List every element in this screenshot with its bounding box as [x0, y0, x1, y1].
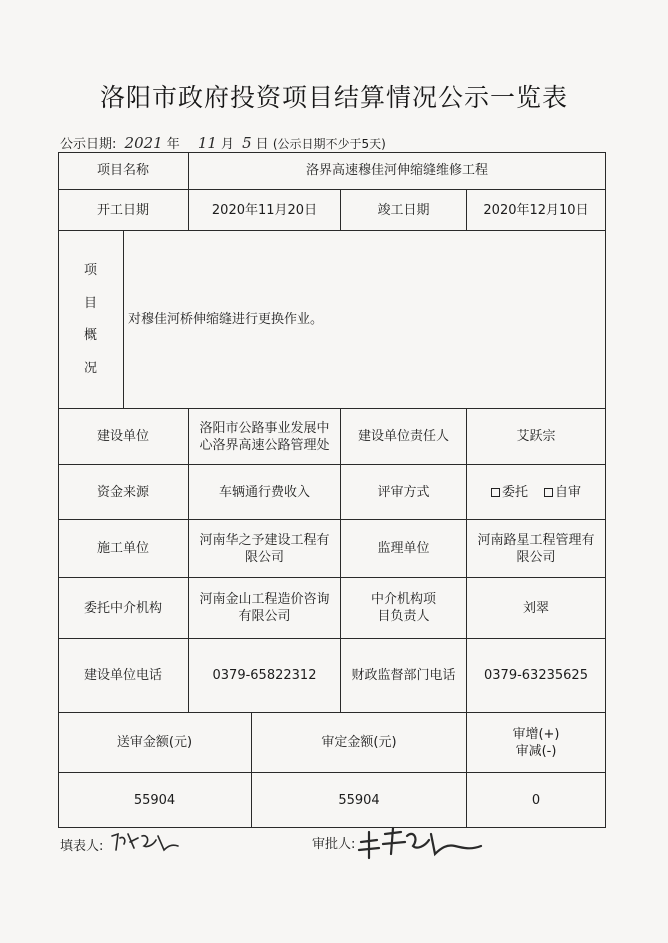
approved-amount-value: 55904 [252, 773, 467, 828]
supervisor-value: 河南路星工程管理有限公司 [467, 520, 606, 578]
agency-person-value: 刘翠 [467, 578, 606, 639]
publish-year: 2021 [124, 134, 163, 152]
publish-date-line [60, 133, 386, 152]
publish-month: 11 [197, 134, 217, 152]
day-unit: 日 [255, 137, 269, 152]
builder-label: 建设单位 [58, 409, 189, 465]
review-method-label: 评审方式 [341, 465, 467, 520]
approver-label: 审批人: [312, 837, 356, 852]
review-option-entrust[interactable] [491, 484, 528, 501]
filler-signature-icon [108, 828, 188, 858]
page-title: 洛阳市政府投资项目结算情况公示一览表 [99, 83, 568, 112]
publish-day: 5 [242, 134, 252, 152]
review-option-entrust-label: 委托 [501, 484, 528, 500]
builder-person-label: 建设单位责任人 [341, 409, 467, 465]
supervisor-label: 监理单位 [341, 520, 467, 578]
overview-value: 对穆佳河桥伸缩缝进行更换作业。 [124, 231, 606, 409]
difference-label [467, 713, 606, 773]
finance-phone-value: 0379-63235625 [467, 639, 606, 713]
builder-person-value: 艾跃宗 [467, 409, 606, 465]
overview-label [58, 231, 124, 409]
decrease-label: 审减(-) [515, 743, 557, 759]
checkbox-icon[interactable] [491, 488, 500, 497]
overview-char: 项 [83, 263, 97, 279]
submitted-amount-label: 送审金额(元) [58, 713, 252, 773]
review-option-self[interactable] [544, 484, 581, 501]
contractor-label: 施工单位 [58, 520, 189, 578]
agency-label: 委托中介机构 [58, 578, 189, 639]
project-name-value: 洛界高速穆佳河伸缩缝维修工程 [189, 152, 606, 190]
review-option-self-label: 自审 [555, 484, 582, 500]
builder-phone-value: 0379-65822312 [189, 639, 341, 713]
start-date-value: 2020年11月20日 [189, 190, 341, 231]
publish-date-label: 公示日期: [60, 137, 117, 152]
contractor-value: 河南华之予建设工程有限公司 [189, 520, 341, 578]
overview-char: 目 [83, 295, 97, 311]
fund-source-label: 资金来源 [58, 465, 189, 520]
overview-char: 况 [83, 360, 97, 376]
checkbox-icon[interactable] [544, 488, 553, 497]
agency-value: 河南金山工程造价咨询有限公司 [189, 578, 341, 639]
start-date-label: 开工日期 [58, 190, 189, 231]
approved-amount-label: 审定金额(元) [252, 713, 467, 773]
builder-value: 洛阳市公路事业发展中心洛界高速公路管理处 [189, 409, 341, 465]
submitted-amount-value: 55904 [58, 773, 252, 828]
fund-source-value: 车辆通行费收入 [189, 465, 341, 520]
increase-label: 审增(+) [512, 726, 560, 742]
builder-phone-label: 建设单位电话 [58, 639, 189, 713]
end-date-label: 竣工日期 [341, 190, 467, 231]
project-name-label: 项目名称 [58, 152, 189, 190]
overview-char: 概 [83, 328, 97, 344]
year-unit: 年 [166, 137, 180, 152]
approver-signature-icon [355, 824, 485, 864]
difference-value: 0 [467, 773, 606, 828]
finance-phone-label: 财政监督部门电话 [341, 639, 467, 713]
publish-note: (公示日期不少于5天) [272, 137, 386, 151]
review-method-options [467, 465, 606, 520]
end-date-value: 2020年12月10日 [467, 190, 606, 231]
month-unit: 月 [220, 137, 234, 152]
filler-label: 填表人: [60, 839, 104, 854]
agency-person-label: 中介机构项目负责人 [341, 578, 467, 639]
